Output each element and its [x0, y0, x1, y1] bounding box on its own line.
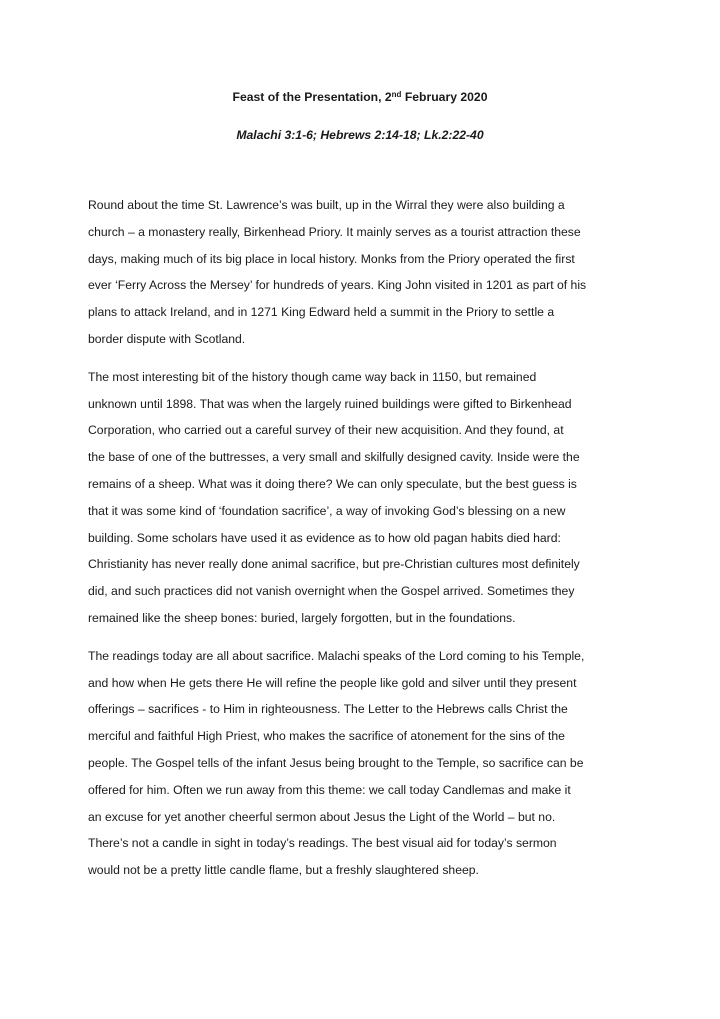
text-line: did, and such practices did not vanish overnight when the Gospel arrived. Sometimes they — [88, 584, 575, 599]
paragraph — [88, 643, 636, 884]
text-line: an excuse for yet another cheerful sermon about Jesus the Light of the World – but no. — [88, 809, 556, 824]
paragraph — [88, 192, 636, 353]
page-title — [0, 88, 720, 106]
text-line: days, making much of its big place in local history. Monks from the Priory operated the first — [88, 251, 575, 266]
text-line: the base of one of the buttresses, a very small and skilfully designed cavity. Inside were the — [88, 450, 580, 465]
text-line: offered for him. Often we run away from this theme: we call today Candlemas and make it — [88, 782, 571, 797]
text-line: border dispute with Scotland. — [88, 331, 246, 346]
text-line: remained like the sheep bones: buried, largely forgotten, but in the foundations. — [88, 610, 516, 625]
scripture-readings: Malachi 3:1-6; Hebrews 2:14-18; Lk.2:22-40 — [236, 128, 484, 142]
text-line: Round about the time St. Lawrence’s was built, up in the Wirral they were also building a — [88, 198, 565, 212]
text-line: Christianity has never really done animal sacrifice, but pre-Christian cultures most definitely — [88, 557, 580, 572]
text-line: unknown until 1898. That was when the largely ruined buildings were gifted to Birkenhead — [88, 396, 572, 411]
title-text: Feast of the Presentation, 2 — [232, 90, 392, 104]
text-line: and how when He gets there He will refine the people like gold and silver until they present — [88, 675, 577, 690]
text-line: people. The Gospel tells of the infant Jesus being brought to the Temple, so sacrifice can be — [88, 755, 584, 770]
paragraph — [88, 364, 636, 632]
title-superscript: nd — [391, 90, 402, 99]
text-line: offerings – sacrifices - to Him in righteousness. The Letter to the Hebrews calls Christ the — [88, 702, 568, 717]
text-line: plans to attack Ireland, and in 1271 King Edward held a summit in the Priory to settle a — [88, 305, 555, 320]
title-date: February 2020 — [401, 90, 488, 104]
text-line: building. Some scholars have used it as evidence as to how old pagan habits died hard: — [88, 530, 561, 545]
text-line: merciful and faithful High Priest, who makes the sacrifice of atonement for the sins of the — [88, 729, 565, 744]
text-line: would not be a pretty little candle flame, but a freshly slaughtered sheep. — [88, 863, 479, 878]
text-line: There’s not a candle in sight in today’s readings. The best visual aid for today’s sermon — [88, 836, 557, 851]
text-line: The most interesting bit of the history though came way back in 1150, but remained — [88, 369, 537, 384]
text-line: church – a monastery really, Birkenhead Priory. It mainly serves as a tourist attraction these — [88, 224, 581, 239]
text-line: ever ‘Ferry Across the Mersey’ for hundreds of years. King John visited in 1201 as part of his — [88, 278, 587, 293]
sermon-body — [88, 192, 636, 895]
text-line: that it was some kind of ‘foundation sacrifice’, a way of invoking God’s blessing on a new — [88, 503, 566, 518]
text-line: The readings today are all about sacrifice. Malachi speaks of the Lord coming to his Temple, — [88, 648, 585, 663]
text-line: Corporation, who carried out a careful survey of their new acquisition. And they found, at — [88, 423, 564, 438]
text-line: remains of a sheep. What was it doing there? We can only speculate, but the best guess is — [88, 476, 577, 491]
